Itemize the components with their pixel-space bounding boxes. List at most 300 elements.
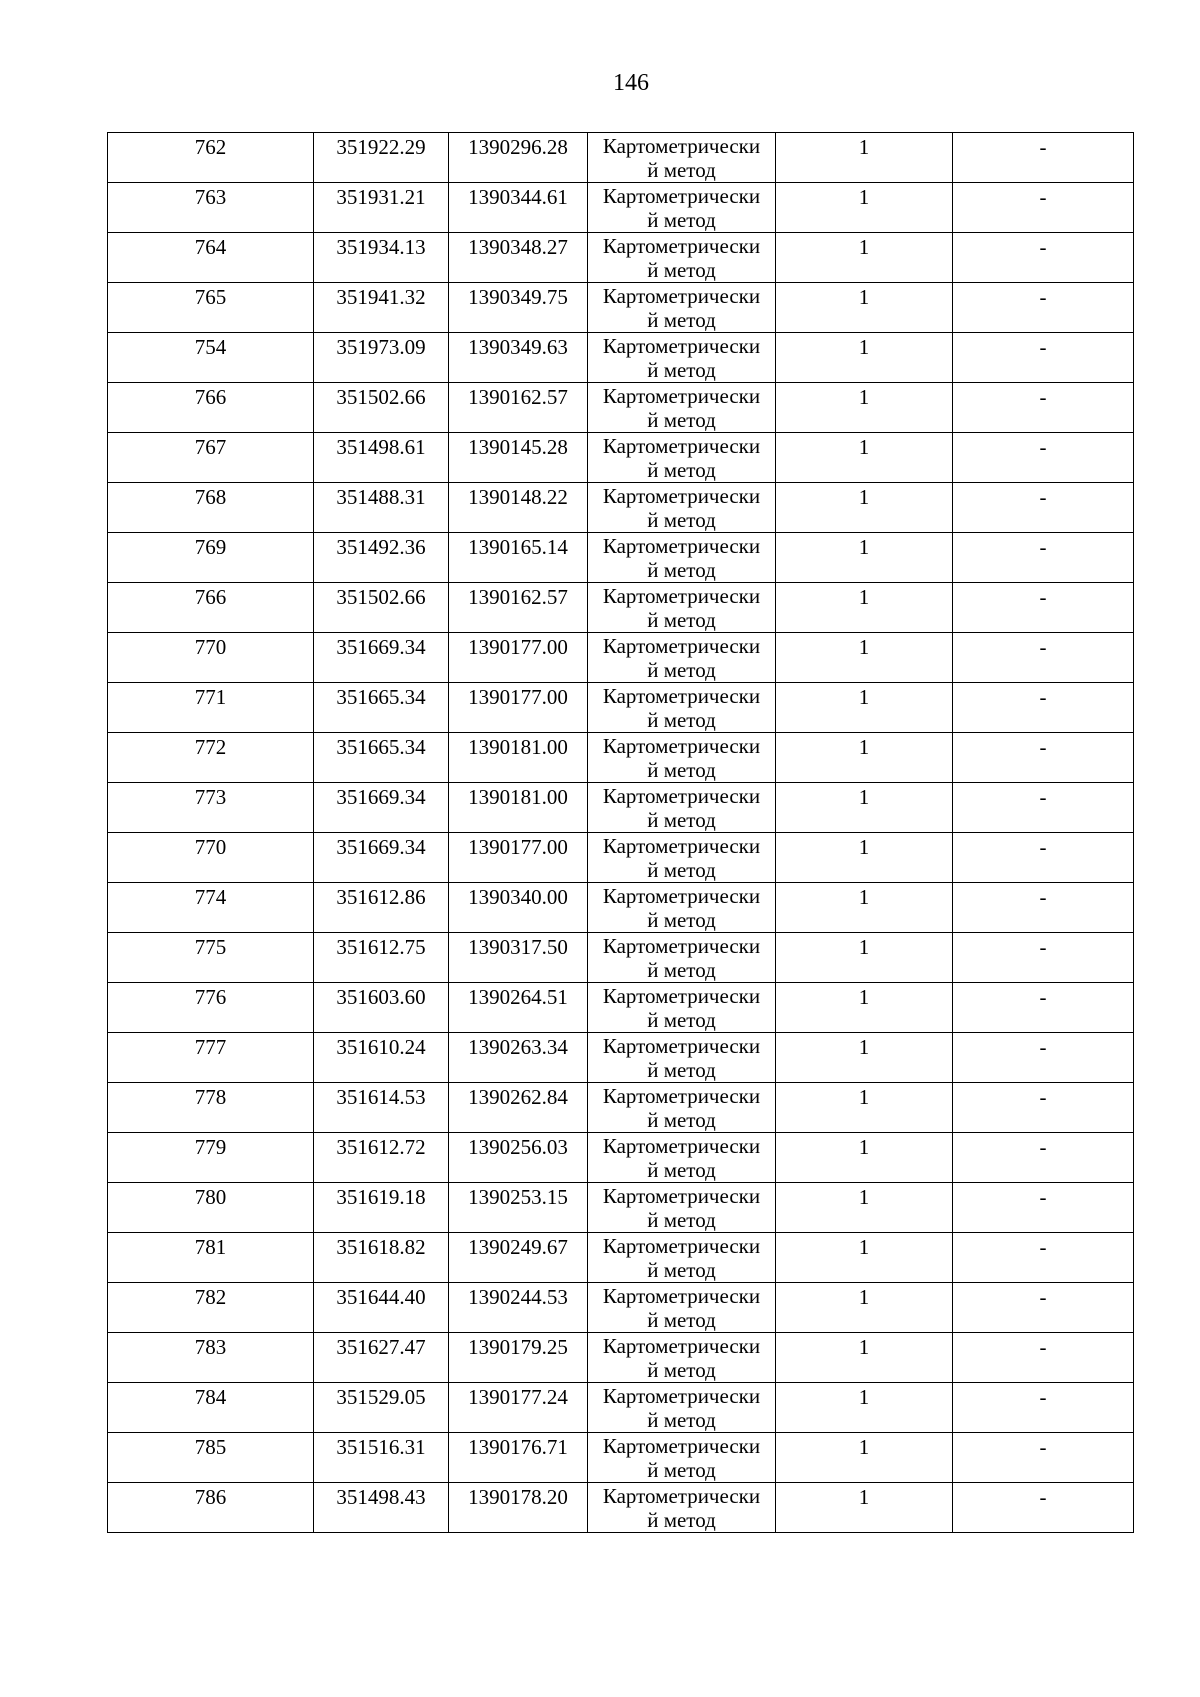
method-line-1: Картометрически [602, 534, 761, 558]
description-cell [953, 1483, 1134, 1533]
method-text [588, 233, 775, 282]
table-row [108, 233, 1134, 283]
method-text [588, 1383, 775, 1432]
y-coordinate-cell [449, 683, 588, 733]
point-number-cell [108, 1433, 314, 1483]
method-text [588, 1283, 775, 1332]
accuracy-cell [776, 1333, 953, 1383]
y-coordinate-cell-text: 1390344.61 [468, 185, 568, 209]
description-cell-text: - [1039, 835, 1047, 859]
x-coordinate-cell-text: 351498.61 [336, 435, 426, 459]
accuracy-cell-text: 1 [858, 285, 870, 309]
method-line-1: Картометрически [602, 834, 761, 858]
accuracy-cell-text: 1 [858, 935, 870, 959]
point-number-cell-text: 782 [194, 1285, 227, 1309]
x-coordinate-cell-text: 351619.18 [336, 1185, 426, 1209]
y-coordinate-cell-text: 1390148.22 [468, 485, 568, 509]
description-cell-text: - [1039, 1285, 1047, 1309]
accuracy-cell [776, 333, 953, 383]
point-number-cell [108, 483, 314, 533]
description-cell-text: - [1039, 1335, 1047, 1359]
point-number-cell [108, 933, 314, 983]
method-line-2: й метод [647, 308, 716, 332]
point-number-cell [108, 683, 314, 733]
y-coordinate-cell-text: 1390262.84 [468, 1085, 568, 1109]
x-coordinate-cell-text: 351941.32 [336, 285, 426, 309]
accuracy-cell [776, 1483, 953, 1533]
method-line-1: Картометрически [602, 1234, 761, 1258]
y-coordinate-cell [449, 1033, 588, 1083]
y-coordinate-cell-text: 1390145.28 [468, 435, 568, 459]
y-coordinate-cell [449, 733, 588, 783]
y-coordinate-cell [449, 1333, 588, 1383]
point-number-cell [108, 983, 314, 1033]
method-cell [588, 183, 776, 233]
point-number-cell [108, 1133, 314, 1183]
table-row [108, 133, 1134, 183]
method-line-1: Картометрически [602, 1284, 761, 1308]
method-line-2: й метод [647, 808, 716, 832]
method-text [588, 733, 775, 782]
method-line-2: й метод [647, 1058, 716, 1082]
point-number-cell-text: 768 [194, 485, 227, 509]
table-row [108, 1333, 1134, 1383]
description-cell-text: - [1039, 385, 1047, 409]
table-row [108, 783, 1134, 833]
point-number-cell [108, 1083, 314, 1133]
y-coordinate-cell [449, 383, 588, 433]
method-cell [588, 933, 776, 983]
x-coordinate-cell [314, 933, 449, 983]
table-row [108, 333, 1134, 383]
point-number-cell-text: 774 [194, 885, 227, 909]
accuracy-cell [776, 433, 953, 483]
y-coordinate-cell-text: 1390177.00 [468, 685, 568, 709]
description-cell-text: - [1039, 685, 1047, 709]
x-coordinate-cell [314, 133, 449, 183]
y-coordinate-cell-text: 1390348.27 [468, 235, 568, 259]
method-text [588, 1333, 775, 1382]
y-coordinate-cell-text: 1390263.34 [468, 1035, 568, 1059]
description-cell [953, 733, 1134, 783]
x-coordinate-cell [314, 183, 449, 233]
method-line-2: й метод [647, 1308, 716, 1332]
description-cell [953, 783, 1134, 833]
coordinates-table-body [108, 133, 1134, 1533]
description-cell [953, 483, 1134, 533]
method-line-1: Картометрически [602, 284, 761, 308]
y-coordinate-cell-text: 1390177.00 [468, 835, 568, 859]
x-coordinate-cell [314, 1233, 449, 1283]
point-number-cell [108, 583, 314, 633]
method-cell [588, 333, 776, 383]
table-row [108, 1133, 1134, 1183]
y-coordinate-cell-text: 1390296.28 [468, 135, 568, 159]
method-cell [588, 483, 776, 533]
method-line-1: Картометрически [602, 1434, 761, 1458]
table-row [108, 1283, 1134, 1333]
method-cell [588, 1183, 776, 1233]
y-coordinate-cell [449, 433, 588, 483]
point-number-cell-text: 762 [194, 135, 227, 159]
table-row [108, 1033, 1134, 1083]
method-line-1: Картометрически [602, 384, 761, 408]
method-text [588, 283, 775, 332]
point-number-cell-text: 783 [194, 1335, 227, 1359]
x-coordinate-cell-text: 351502.66 [336, 385, 426, 409]
point-number-cell [108, 1333, 314, 1383]
point-number-cell-text: 780 [194, 1185, 227, 1209]
y-coordinate-cell [449, 1183, 588, 1233]
method-line-2: й метод [647, 1408, 716, 1432]
y-coordinate-cell [449, 233, 588, 283]
method-line-1: Картометрически [602, 984, 761, 1008]
method-line-2: й метод [647, 1358, 716, 1382]
point-number-cell-text: 771 [194, 685, 227, 709]
method-line-1: Картометрически [602, 784, 761, 808]
method-text [588, 1183, 775, 1232]
table-row [108, 183, 1134, 233]
description-cell-text: - [1039, 1485, 1047, 1509]
description-cell [953, 333, 1134, 383]
accuracy-cell [776, 383, 953, 433]
description-cell-text: - [1039, 1435, 1047, 1459]
method-cell [588, 983, 776, 1033]
x-coordinate-cell-text: 351669.34 [336, 785, 426, 809]
y-coordinate-cell-text: 1390181.00 [468, 735, 568, 759]
table-row [108, 733, 1134, 783]
method-cell [588, 1033, 776, 1083]
accuracy-cell-text: 1 [858, 635, 870, 659]
x-coordinate-cell-text: 351931.21 [336, 185, 426, 209]
point-number-cell-text: 764 [194, 235, 227, 259]
description-cell-text: - [1039, 885, 1047, 909]
y-coordinate-cell [449, 1283, 588, 1333]
accuracy-cell-text: 1 [858, 535, 870, 559]
description-cell-text: - [1039, 985, 1047, 1009]
method-line-2: й метод [647, 408, 716, 432]
point-number-cell-text: 781 [194, 1235, 227, 1259]
method-cell [588, 433, 776, 483]
accuracy-cell-text: 1 [858, 435, 870, 459]
point-number-cell-text: 770 [194, 835, 227, 859]
y-coordinate-cell [449, 983, 588, 1033]
description-cell [953, 383, 1134, 433]
accuracy-cell [776, 583, 953, 633]
x-coordinate-cell-text: 351610.24 [336, 1035, 426, 1059]
accuracy-cell-text: 1 [858, 735, 870, 759]
table-row [108, 1083, 1134, 1133]
point-number-cell [108, 1383, 314, 1433]
table-row [108, 633, 1134, 683]
method-cell [588, 683, 776, 733]
description-cell-text: - [1039, 785, 1047, 809]
point-number-cell-text: 777 [194, 1035, 227, 1059]
x-coordinate-cell [314, 783, 449, 833]
method-cell [588, 1133, 776, 1183]
x-coordinate-cell-text: 351669.34 [336, 835, 426, 859]
accuracy-cell-text: 1 [858, 1185, 870, 1209]
x-coordinate-cell [314, 1133, 449, 1183]
y-coordinate-cell [449, 1483, 588, 1533]
method-cell [588, 1333, 776, 1383]
method-line-1: Картометрически [602, 1484, 761, 1508]
point-number-cell-text: 769 [194, 535, 227, 559]
method-line-2: й метод [647, 1208, 716, 1232]
method-text [588, 583, 775, 632]
method-text [588, 533, 775, 582]
table-row [108, 483, 1134, 533]
method-text [588, 983, 775, 1032]
description-cell [953, 1033, 1134, 1083]
x-coordinate-cell-text: 351644.40 [336, 1285, 426, 1309]
description-cell-text: - [1039, 735, 1047, 759]
accuracy-cell [776, 1433, 953, 1483]
description-cell [953, 433, 1134, 483]
method-text [588, 933, 775, 982]
table-row [108, 933, 1134, 983]
method-line-2: й метод [647, 658, 716, 682]
table-row [108, 533, 1134, 583]
x-coordinate-cell-text: 351973.09 [336, 335, 426, 359]
method-text [588, 433, 775, 482]
method-line-2: й метод [647, 708, 716, 732]
y-coordinate-cell [449, 583, 588, 633]
description-cell-text: - [1039, 285, 1047, 309]
accuracy-cell-text: 1 [858, 335, 870, 359]
accuracy-cell-text: 1 [858, 785, 870, 809]
x-coordinate-cell [314, 533, 449, 583]
method-line-2: й метод [647, 158, 716, 182]
point-number-cell-text: 785 [194, 1435, 227, 1459]
method-cell [588, 1083, 776, 1133]
method-line-2: й метод [647, 508, 716, 532]
x-coordinate-cell [314, 333, 449, 383]
point-number-cell-text: 754 [194, 335, 227, 359]
point-number-cell [108, 1483, 314, 1533]
description-cell [953, 833, 1134, 883]
x-coordinate-cell-text: 351665.34 [336, 735, 426, 759]
x-coordinate-cell [314, 1383, 449, 1433]
x-coordinate-cell-text: 351502.66 [336, 585, 426, 609]
description-cell [953, 983, 1134, 1033]
point-number-cell-text: 776 [194, 985, 227, 1009]
method-line-1: Картометрически [602, 934, 761, 958]
y-coordinate-cell [449, 783, 588, 833]
y-coordinate-cell-text: 1390176.71 [468, 1435, 568, 1459]
y-coordinate-cell-text: 1390177.00 [468, 635, 568, 659]
method-cell [588, 733, 776, 783]
accuracy-cell [776, 1283, 953, 1333]
table-row [108, 1233, 1134, 1283]
method-line-1: Картометрически [602, 634, 761, 658]
description-cell [953, 683, 1134, 733]
description-cell-text: - [1039, 1135, 1047, 1159]
y-coordinate-cell [449, 183, 588, 233]
description-cell-text: - [1039, 585, 1047, 609]
description-cell [953, 1433, 1134, 1483]
accuracy-cell [776, 1083, 953, 1133]
method-line-2: й метод [647, 908, 716, 932]
description-cell-text: - [1039, 1085, 1047, 1109]
y-coordinate-cell [449, 1233, 588, 1283]
x-coordinate-cell-text: 351934.13 [336, 235, 426, 259]
x-coordinate-cell [314, 1033, 449, 1083]
accuracy-cell-text: 1 [858, 885, 870, 909]
method-cell [588, 1383, 776, 1433]
table-row [108, 833, 1134, 883]
x-coordinate-cell [314, 1333, 449, 1383]
description-cell-text: - [1039, 635, 1047, 659]
point-number-cell [108, 1183, 314, 1233]
accuracy-cell [776, 683, 953, 733]
x-coordinate-cell-text: 351603.60 [336, 985, 426, 1009]
x-coordinate-cell-text: 351498.43 [336, 1485, 426, 1509]
table-row [108, 983, 1134, 1033]
method-line-1: Картометрически [602, 184, 761, 208]
accuracy-cell-text: 1 [858, 185, 870, 209]
accuracy-cell-text: 1 [858, 1435, 870, 1459]
method-line-1: Картометрически [602, 484, 761, 508]
description-cell [953, 233, 1134, 283]
y-coordinate-cell [449, 483, 588, 533]
description-cell-text: - [1039, 485, 1047, 509]
accuracy-cell [776, 233, 953, 283]
description-cell [953, 1233, 1134, 1283]
y-coordinate-cell-text: 1390165.14 [468, 535, 568, 559]
point-number-cell-text: 770 [194, 635, 227, 659]
x-coordinate-cell [314, 283, 449, 333]
y-coordinate-cell [449, 283, 588, 333]
table-row [108, 1383, 1134, 1433]
description-cell [953, 1383, 1134, 1433]
accuracy-cell [776, 1383, 953, 1433]
x-coordinate-cell-text: 351669.34 [336, 635, 426, 659]
accuracy-cell [776, 733, 953, 783]
method-cell [588, 1283, 776, 1333]
accuracy-cell [776, 983, 953, 1033]
method-line-1: Картометрически [602, 584, 761, 608]
description-cell [953, 583, 1134, 633]
method-text [588, 483, 775, 532]
method-cell [588, 383, 776, 433]
method-cell [588, 783, 776, 833]
description-cell-text: - [1039, 1185, 1047, 1209]
x-coordinate-cell-text: 351618.82 [336, 1235, 426, 1259]
point-number-cell [108, 383, 314, 433]
point-number-cell [108, 1233, 314, 1283]
y-coordinate-cell-text: 1390349.63 [468, 335, 568, 359]
method-line-1: Картометрически [602, 1034, 761, 1058]
accuracy-cell-text: 1 [858, 235, 870, 259]
x-coordinate-cell [314, 433, 449, 483]
method-text [588, 783, 775, 832]
accuracy-cell [776, 933, 953, 983]
method-line-2: й метод [647, 1458, 716, 1482]
accuracy-cell [776, 1133, 953, 1183]
x-coordinate-cell [314, 1183, 449, 1233]
description-cell-text: - [1039, 1385, 1047, 1409]
point-number-cell-text: 784 [194, 1385, 227, 1409]
y-coordinate-cell-text: 1390162.57 [468, 385, 568, 409]
y-coordinate-cell [449, 1383, 588, 1433]
method-line-1: Картометрически [602, 434, 761, 458]
x-coordinate-cell-text: 351488.31 [336, 485, 426, 509]
table-row [108, 283, 1134, 333]
x-coordinate-cell [314, 633, 449, 683]
y-coordinate-cell-text: 1390249.67 [468, 1235, 568, 1259]
description-cell [953, 883, 1134, 933]
x-coordinate-cell-text: 351612.86 [336, 885, 426, 909]
method-line-2: й метод [647, 1508, 716, 1532]
method-line-2: й метод [647, 208, 716, 232]
accuracy-cell-text: 1 [858, 1135, 870, 1159]
table-row [108, 583, 1134, 633]
point-number-cell-text: 773 [194, 785, 227, 809]
table-row [108, 883, 1134, 933]
x-coordinate-cell-text: 351612.75 [336, 935, 426, 959]
description-cell [953, 183, 1134, 233]
y-coordinate-cell-text: 1390177.24 [468, 1385, 568, 1409]
description-cell-text: - [1039, 1035, 1047, 1059]
description-cell [953, 1083, 1134, 1133]
accuracy-cell [776, 533, 953, 583]
method-text [588, 1133, 775, 1182]
description-cell-text: - [1039, 335, 1047, 359]
method-text [588, 133, 775, 182]
method-line-2: й метод [647, 358, 716, 382]
point-number-cell-text: 772 [194, 735, 227, 759]
accuracy-cell [776, 1033, 953, 1083]
x-coordinate-cell [314, 833, 449, 883]
description-cell [953, 633, 1134, 683]
description-cell-text: - [1039, 935, 1047, 959]
point-number-cell [108, 1033, 314, 1083]
y-coordinate-cell [449, 883, 588, 933]
point-number-cell [108, 283, 314, 333]
x-coordinate-cell-text: 351529.05 [336, 1385, 426, 1409]
method-text [588, 833, 775, 882]
method-cell [588, 1433, 776, 1483]
method-text [588, 683, 775, 732]
x-coordinate-cell [314, 1283, 449, 1333]
description-cell [953, 1183, 1134, 1233]
x-coordinate-cell-text: 351922.29 [336, 135, 426, 159]
method-line-2: й метод [647, 1108, 716, 1132]
method-text [588, 1233, 775, 1282]
x-coordinate-cell-text: 351612.72 [336, 1135, 426, 1159]
y-coordinate-cell-text: 1390178.20 [468, 1485, 568, 1509]
method-cell [588, 633, 776, 683]
description-cell-text: - [1039, 135, 1047, 159]
table-row [108, 1483, 1134, 1533]
method-line-1: Картометрически [602, 334, 761, 358]
method-text [588, 1033, 775, 1082]
point-number-cell-text: 766 [194, 385, 227, 409]
y-coordinate-cell [449, 633, 588, 683]
point-number-cell-text: 778 [194, 1085, 227, 1109]
method-line-2: й метод [647, 758, 716, 782]
x-coordinate-cell [314, 1083, 449, 1133]
accuracy-cell [776, 133, 953, 183]
point-number-cell [108, 233, 314, 283]
point-number-cell [108, 733, 314, 783]
point-number-cell [108, 133, 314, 183]
table-row [108, 433, 1134, 483]
description-cell [953, 1283, 1134, 1333]
y-coordinate-cell [449, 1083, 588, 1133]
method-line-2: й метод [647, 558, 716, 582]
